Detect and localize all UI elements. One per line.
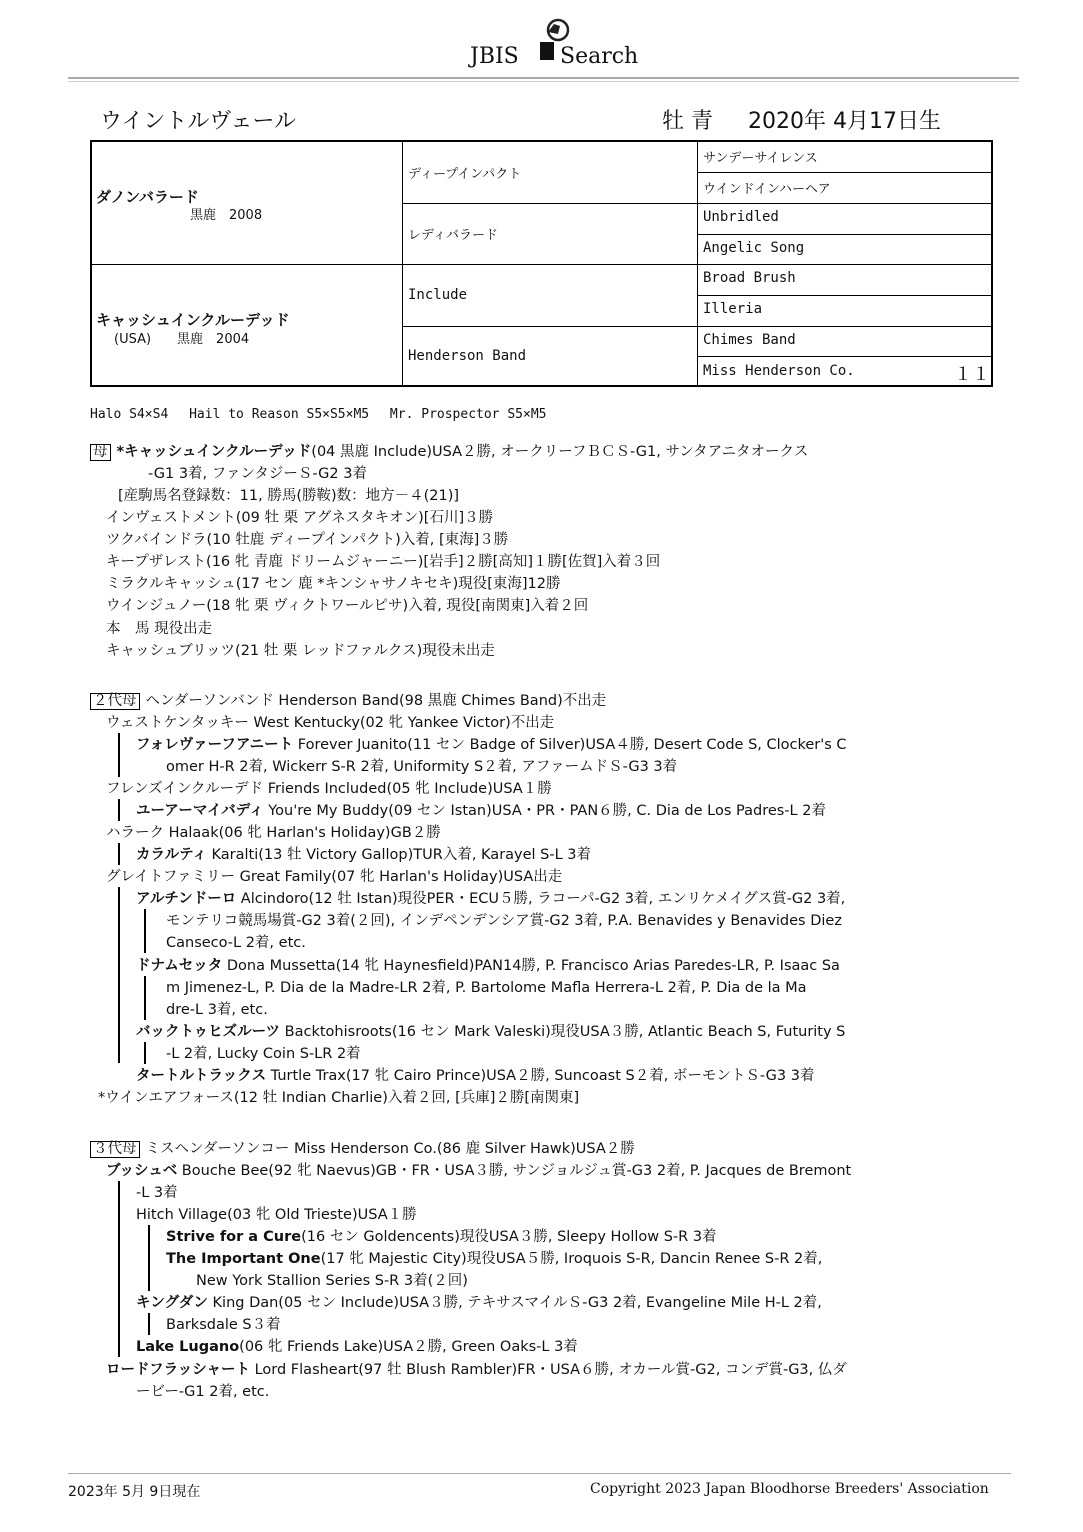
dam-sire: Include — [408, 287, 468, 303]
progeny-line: ウインジュノー(18 牝 栗 ヴィクトワールピサ)入着, 現役[南関東]入着２回 — [106, 598, 589, 614]
ds-dam: Illeria — [703, 301, 763, 317]
gen2-line: ハラーク Halaak(06 牝 Harlan's Holiday)GB２勝 — [106, 825, 441, 841]
tree-bar — [148, 1225, 150, 1291]
sire-info: 黒鹿 2008 — [190, 208, 263, 223]
dd-dam: Miss Henderson Co. — [703, 363, 855, 379]
gen3-line: ービー-G1 2着, etc. — [136, 1384, 270, 1400]
horse-birth: 2020年 4月17日生 — [747, 109, 941, 134]
gen2-header: ２代母 ヘンダーソンバンド Henderson Band(98 黒鹿 Chimes Band)不出走 — [90, 689, 606, 710]
ss-sire: サンデーサイレンス — [703, 151, 818, 166]
horse-sex-birth — [662, 104, 941, 135]
gen3-line: ロードフラッシャート Lord Flasheart(97 牡 Blush Rambler)FR・USA６勝, オカール賞-G2, コンデ賞-G3, 仏ダ — [106, 1362, 847, 1378]
section-tag-gen3: ３代母 — [90, 1141, 140, 1158]
logo-jbis: JBIS — [470, 44, 519, 69]
dam-name: キャッシュインクルーデッド — [96, 311, 290, 329]
gen3-line: The Important One(17 牝 Majestic City)現役USA５勝, Iroquois S-R, Dancin Renee S-R 2着, — [166, 1251, 823, 1267]
dam-section-line: 母 *キャッシュインクルーデッド(04 黒鹿 Include)USA２勝, オークリーフＢＣＳ-G1, サンタアニタオークス — [90, 440, 808, 461]
progeny-line: 本 馬 現役出走 — [106, 621, 213, 637]
tree-bar — [118, 733, 120, 777]
logo-search: Search — [560, 44, 639, 69]
footer-copyright: Copyright 2023 Japan Bloodhorse Breeders' Association — [590, 1481, 989, 1497]
gen2-line: -L 2着, Lucky Coin S-LR 2着 — [166, 1046, 361, 1062]
sire-sire: ディープインパクト — [408, 167, 522, 182]
sd-sire: Unbridled — [703, 209, 779, 225]
dd-sire: Chimes Band — [703, 332, 796, 348]
dam-progeny-summary: [産駒馬名登録数：11, 勝馬(勝鞍)数：地方－４(21)] — [118, 488, 460, 504]
gen2-line: m Jimenez-L, P. Dia de la Madre-LR 2着, P. Bartolome Mafla Herrera-L 2着, P. Dia de la Ma — [166, 980, 807, 996]
ds-sire: Broad Brush — [703, 270, 796, 286]
gen2-line: omer H-R 2着, Wickerr S-R 2着, Uniformity S２着, アファームドＳ-G3 3着 — [166, 759, 678, 775]
family-number: １１ — [954, 364, 990, 385]
gen3-line: Barksdale S３着 — [166, 1317, 281, 1333]
gen2-line: アルチンドーロ Alcindoro(12 牡 Istan)現役PER・ECU５勝, ラコーパ-G2 3着, エンリケメイグス賞-G2 3着, — [136, 891, 846, 907]
gen2-line: *ウインエアフォース(12 牡 Indian Charlie)入着２回, [兵庫]２勝[南関東] — [98, 1090, 580, 1106]
tree-bar — [144, 1042, 146, 1064]
gen3-line: New York Stallion Series S-R 3着(２回) — [196, 1273, 468, 1289]
footer-date: 2023年 5月 9日現在 — [68, 1484, 201, 1500]
dam-record-cont: -G1 3着, ファンタジーＳ-G2 3着 — [148, 466, 367, 482]
gen3-line: Lake Lugano(06 牝 Friends Lake)USA２勝, Green Oaks-L 3着 — [136, 1339, 578, 1355]
gen3-line: -L 3着 — [136, 1185, 178, 1201]
horse-sex-color: 牡 青 — [662, 109, 713, 134]
gen2-line: ユーアーマイバディ You're My Buddy(09 セン Istan)USA・PR・PAN６勝, C. Dia de Los Padres-L 2着 — [136, 803, 826, 819]
gen2-line: フォレヴァーフアニート Forever Juanito(11 セン Badge of Silver)USA４勝, Desert Code S, Clocker's C — [136, 737, 847, 753]
gen3-line: キングダン King Dan(05 セン Include)USA３勝, テキサスマイルＳ-G3 2着, Evangeline Mile H-L 2着, — [136, 1295, 822, 1311]
progeny-line: ミラクルキャッシュ(17 セン 鹿 *キンシャサノキセキ)現役[東海]12勝 — [106, 576, 561, 592]
dam-dam: Henderson Band — [408, 348, 527, 364]
header-rule — [68, 77, 1019, 79]
progeny-line: ツクバインドラ(10 牡鹿 ディープインパクト)入着, [東海]３勝 — [106, 532, 509, 548]
tree-bar — [118, 843, 120, 865]
tree-bar — [148, 1313, 150, 1335]
section-tag-dam: 母 — [90, 444, 111, 461]
gen2-line: グレイトファミリー Great Family(07 牝 Harlan's Holiday)USA出走 — [106, 869, 563, 885]
tree-bar — [118, 1181, 120, 1357]
section-tag-gen2: ２代母 — [90, 693, 140, 710]
pedigree-table — [90, 140, 993, 387]
gen2-line: Canseco-L 2着, etc. — [166, 935, 306, 951]
inbreeding-line: Halo S4×S4 Hail to Reason S5×S5×M5 Mr. Prospector S5×M5 — [90, 407, 547, 422]
gen2-line: フレンズインクルーデド Friends Included(05 牝 Include)USA１勝 — [106, 781, 552, 797]
gen2-line: カラルティ Karalti(13 牡 Victory Gallop)TUR入着, Karayel S-L 3着 — [136, 847, 592, 863]
progeny-line: キープザレスト(16 牝 青鹿 ドリームジャーニー)[岩手]２勝[高知]１勝[佐賀]入着３回 — [106, 554, 661, 570]
sd-dam: Angelic Song — [703, 240, 805, 256]
progeny-line: キャッシュブリッツ(21 牡 栗 レッドファルクス)現役未出走 — [106, 643, 495, 659]
header-rule-thin — [68, 81, 1019, 82]
gen3-line: Hitch Village(03 牝 Old Trieste)USA１勝 — [136, 1207, 417, 1223]
tree-bar — [144, 909, 146, 953]
gen2-line: ウェストケンタッキー West Kentucky(02 牝 Yankee Victor)不出走 — [106, 715, 555, 731]
gen3-line: ブッシュベ Bouche Bee(92 牝 Naevus)GB・FR・USA３勝, サンジョルジュ賞-G3 2着, P. Jacques de Bremont — [106, 1163, 852, 1179]
sire-dam: レディバラード — [408, 228, 498, 243]
tree-bar — [144, 976, 146, 1020]
gen2-line: タートルトラックス Turtle Trax(17 牝 Cairo Prince)USA２勝, Suncoast S２着, ボーモントＳ-G3 3着 — [136, 1068, 815, 1084]
gen2-line: dre-L 3着, etc. — [166, 1002, 268, 1018]
dam-info: (USA) 黒鹿 2004 — [114, 332, 250, 347]
horse-name: ウイントルヴェール — [100, 109, 297, 134]
gen2-line: モンテリコ競馬場賞-G2 3着(２回), インデペンデンシア賞-G2 3着, P.A. Benavides y Benavides Diez — [166, 913, 842, 929]
dam-bold-name: *キャッシュインクルーデッド — [116, 444, 312, 460]
gen2-line: バックトゥヒズルーツ Backtohisroots(16 セン Mark Valeski)現役USA３勝, Atlantic Beach S, Futurity S — [136, 1024, 846, 1040]
tree-bar — [118, 799, 120, 821]
ss-dam: ウインドインハーヘア — [703, 182, 831, 197]
jbis-search-logo — [470, 18, 640, 76]
gen3-line: Strive for a Cure(16 セン Goldencents)現役USA３勝, Sleepy Hollow S-R 3着 — [166, 1229, 717, 1245]
gen2-line: ドナムセッタ Dona Mussetta(14 牝 Haynesfield)PAN14勝, P. Francisco Arias Paredes-LR, P. Isaac Sa — [136, 958, 840, 974]
footer-rule — [68, 1473, 1011, 1474]
gen3-header: ３代母 ミスヘンダーソンコー Miss Henderson Co.(86 鹿 Silver Hawk)USA２勝 — [90, 1137, 635, 1158]
progeny-line: インヴェストメント(09 牡 栗 アグネスタキオン)[石川]３勝 — [106, 510, 494, 526]
tree-bar — [118, 887, 120, 1063]
sire-name: ダノンバラード — [96, 188, 199, 206]
